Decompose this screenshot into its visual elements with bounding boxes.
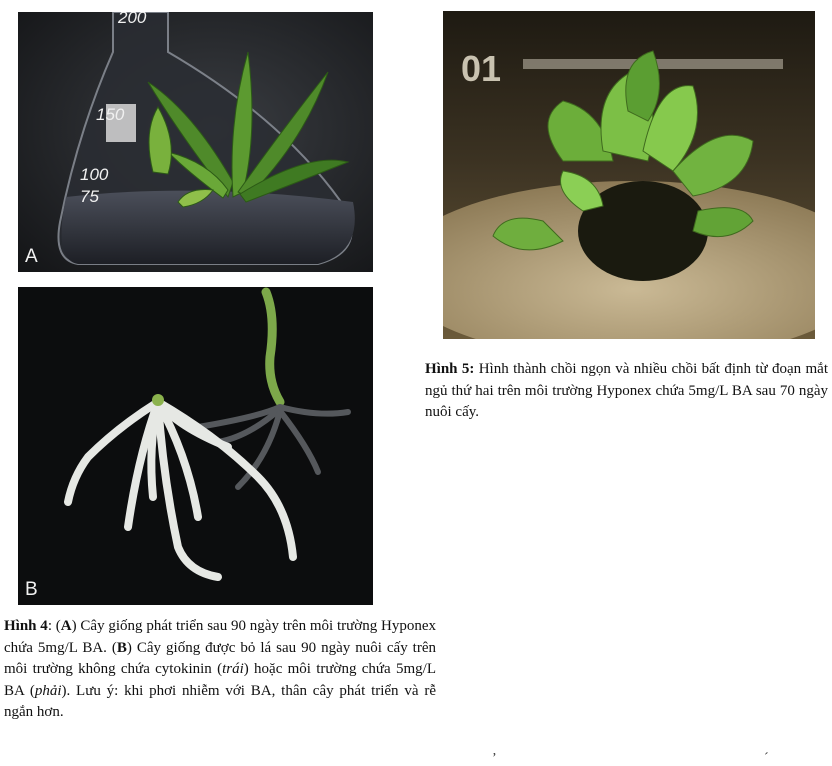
figure-5-photo <box>443 11 815 339</box>
caption-5-lead: Hình 5: <box>425 361 475 377</box>
caption-4-label-b: B <box>116 639 127 656</box>
stray-mark-left: ’ <box>492 751 497 766</box>
flask-seedling-image <box>18 12 373 272</box>
plate-printed-text: 01 <box>461 48 502 89</box>
stray-mark-right: ´ <box>764 751 769 766</box>
panel-label-a: A <box>25 246 38 267</box>
flask-mark-75: 75 <box>80 187 99 206</box>
flask-mark-200: 200 <box>118 12 147 27</box>
figure-4a-photo <box>18 12 373 272</box>
shoot-cluster-image <box>443 11 815 339</box>
root-seedling-image <box>18 287 373 605</box>
figure-4-caption <box>4 616 436 724</box>
caption-4-part4: ). Lưu ý: khi phơi nhiễm với BA, thân cây phát triển và rễ ngắn hơn. <box>4 682 436 720</box>
caption-4-right-word: phải <box>34 682 62 699</box>
figure-5-caption <box>425 359 828 424</box>
caption-5-text: Hình thành chồi ngọn và nhiều chồi bất định từ đoạn mắt ngủ thứ hai trên môi trường Hyponex chứa 5mg/L BA sau 70 ngày nuôi cấy. <box>425 361 828 420</box>
caption-4-part1: ) Cây giống phát triển sau 90 ngày trên môi trường Hyponex chứa 5mg/L BA. ( <box>4 618 436 656</box>
flask-mark-100: 100 <box>80 165 109 184</box>
caption-4-part2: ) Cây giống được bỏ lá sau 90 ngày nuôi cấy trên môi trường không chứa cytokinin ( <box>4 639 437 677</box>
caption-4-label-a: A <box>60 618 72 634</box>
caption-4-left-word: trái <box>222 661 244 677</box>
caption-4-sep: : ( <box>47 618 61 634</box>
panel-label-b: B <box>25 579 38 600</box>
caption-4-part3: ) hoặc môi trường chứa 5mg/L BA ( <box>4 661 436 699</box>
figure-4b-photo <box>18 287 373 605</box>
flask-mark-150: 150 <box>96 105 125 124</box>
caption-4-lead: Hình 4 <box>4 618 48 634</box>
